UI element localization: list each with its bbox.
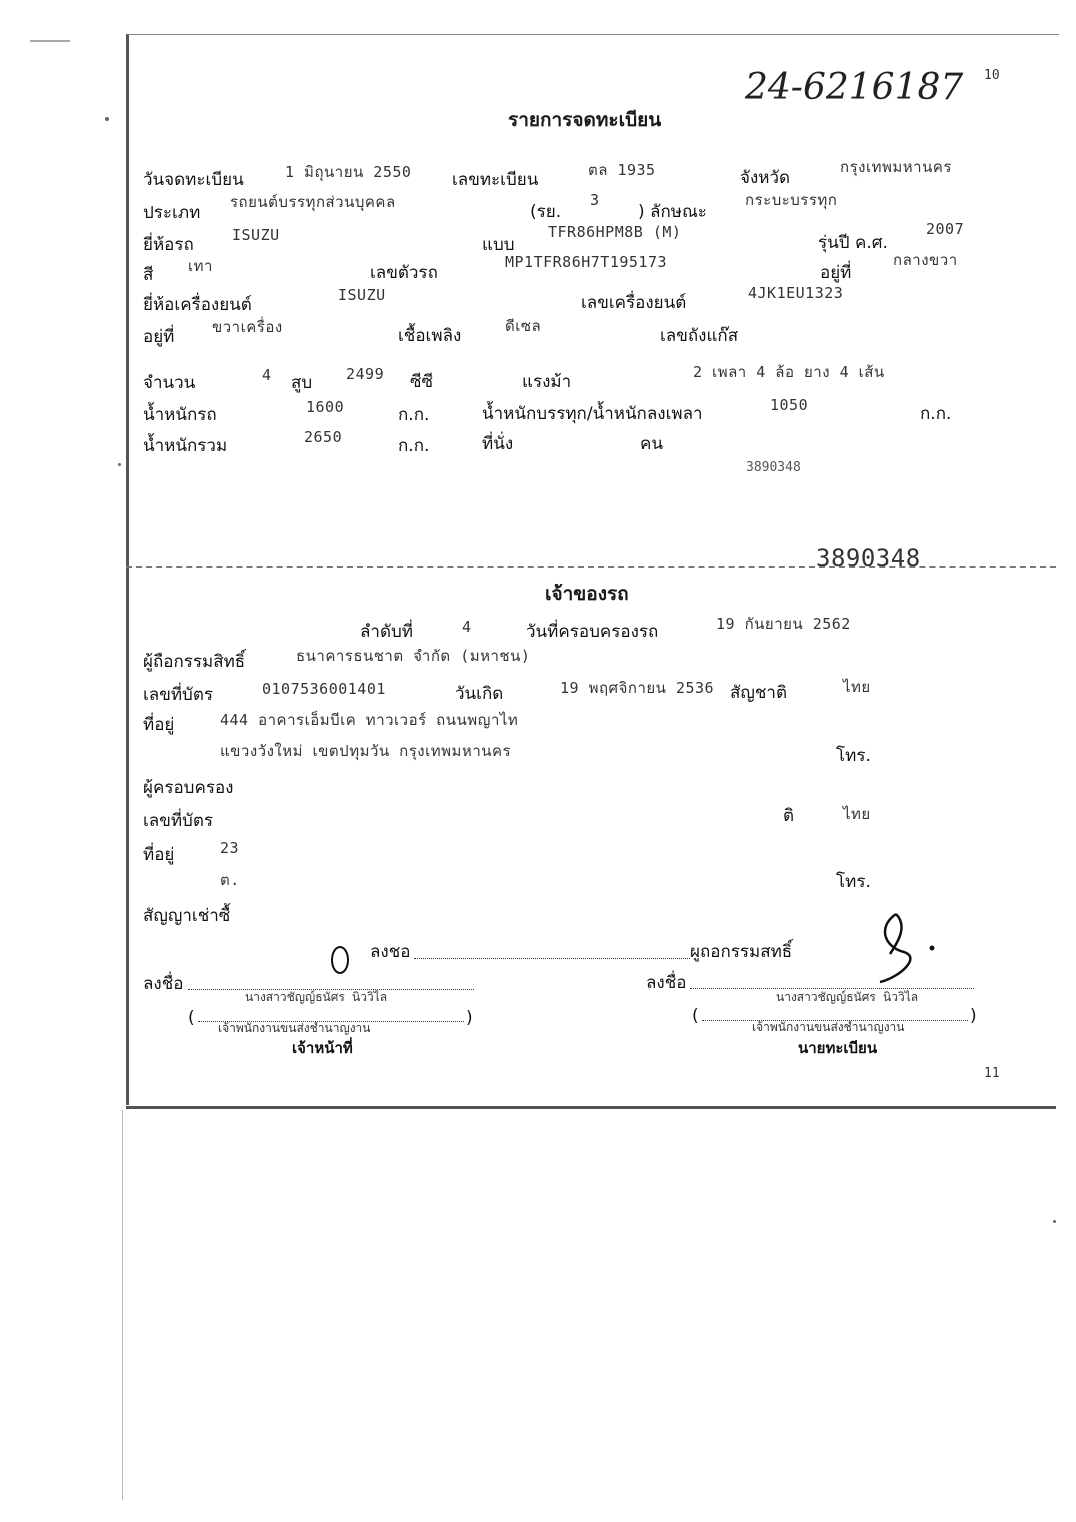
holder-value: ธนาคารธนชาต จำกัด (มหาชน) (296, 647, 531, 665)
engine-brand-value: ISUZU (338, 286, 386, 304)
reg-no-label: เลขทะเบียน (452, 170, 539, 190)
cylinders-label: สูบ (291, 373, 313, 393)
page-number-top: 10 (984, 68, 1000, 83)
registrar-name: นางสาวชัญญ์ธนัศร นิววิไล (776, 990, 919, 1004)
officer-role: เจ้าหน้าที่ (292, 1039, 353, 1057)
style-value: กระบะบรรทุก (745, 191, 838, 209)
province-label: จังหวัด (740, 168, 791, 188)
ry-value: 3 (590, 191, 600, 209)
possession-date-value: 19 กันยายน 2562 (716, 615, 851, 633)
brand-label: ยี่ห้อรถ (143, 235, 194, 255)
count-label: จำนวน (143, 373, 196, 393)
officer-paren-open: ( (188, 1008, 195, 1028)
weight-value: 1600 (306, 398, 345, 416)
owner-title: เจ้าของรถ (545, 583, 629, 605)
address-line1: 444 อาคารเอ็มบีเค ทาวเวอร์ ถนนพญาไท (220, 711, 519, 729)
possessor-tel-label: โทร. (836, 872, 871, 892)
card-bottom-edge (126, 1106, 1056, 1109)
page-left-edge (122, 1110, 123, 1500)
possessor-nationality-value: ไทย (843, 805, 871, 823)
cc-label: ซีซี (410, 372, 434, 392)
owner-role-label: ผูถอกรรมสทธิ์ (690, 942, 793, 962)
load-label: น้ำหนักบรรทุก/น้ำหนักลงเพลา (482, 404, 703, 424)
possessor-nationality-label: ติ (783, 806, 795, 826)
registrar-role: นายทะเบียน (798, 1039, 878, 1057)
officer-paren-close: ) (466, 1008, 473, 1028)
chassis-location-label: อยู่ที่ (820, 263, 852, 283)
address-label: ที่อยู่ (143, 715, 175, 735)
section-separator (126, 566, 1056, 568)
gross-weight-unit: ก.ก. (398, 436, 430, 456)
year-label: รุ่นปี ค.ศ. (818, 233, 888, 253)
engine-location-label: อยู่ที่ (143, 327, 175, 347)
address-line2: แขวงวังใหม่ เขตปทุมวัน กรุงเทพมหานคร (220, 742, 512, 760)
engine-location-value: ขวาเครื่อง (212, 318, 283, 336)
load-value: 1050 (770, 396, 809, 414)
horsepower-label: แรงม้า (522, 372, 572, 392)
fuel-label: เชื้อเพลิง (398, 326, 462, 346)
scan-speck (118, 463, 121, 466)
axle-value: 2 เพลา 4 ล้อ ยาง 4 เส้น (693, 363, 885, 381)
load-unit: ก.ก. (920, 404, 952, 424)
card-number-value: 0107536001401 (262, 680, 386, 698)
registration-title: รายการจดทะเบียน (508, 109, 662, 131)
type-label: ประเภท (143, 203, 201, 223)
year-value: 2007 (926, 220, 965, 238)
stamp-small: 3890348 (746, 460, 801, 475)
cylinders-value: 4 (262, 366, 272, 384)
registrar-sign-label: ลงชื่อ (646, 973, 687, 993)
registrar-paren-close: ) (970, 1006, 977, 1026)
possessor-address-label: ที่อยู่ (143, 845, 175, 865)
scan-speck (1053, 1220, 1056, 1223)
engine-brand-label: ยี่ห้อเครื่องยนต์ (143, 295, 252, 315)
scan-speck (30, 40, 70, 42)
possessor-address-value: 23 (220, 839, 240, 857)
nationality-value: ไทย (843, 678, 871, 696)
engine-no-value: 4JK1EU1323 (748, 284, 844, 302)
possessor-label: ผู้ครอบครอง (143, 778, 234, 798)
chassis-location-value: กลางขวา (893, 251, 958, 269)
gross-weight-value: 2650 (304, 428, 343, 446)
registrar-position: เจ้าพนักงานขนส่งชำนาญงาน (752, 1020, 905, 1034)
officer-sign-label: ลงชื่อ (143, 974, 184, 994)
chassis-label: เลขตัวรถ (370, 263, 438, 283)
birth-date-value: 19 พฤศจิกายน 2536 (560, 679, 715, 697)
sequence-value: 4 (462, 618, 472, 636)
ry-label: (รย. (530, 202, 562, 222)
handwritten-signature (868, 908, 948, 988)
province-value: กรุงเทพมหานคร (840, 158, 952, 176)
officer-position: เจ้าพนักงานขนส่งชำนาญงาน (218, 1021, 371, 1035)
seats-label: ที่นั่ง (482, 434, 514, 454)
birth-date-label: วันเกิด (455, 684, 504, 704)
owner-sign-label: ลงชอ (370, 942, 411, 962)
gross-weight-label: น้ำหนักรวม (143, 436, 228, 456)
fuel-value: ดีเซล (505, 317, 542, 335)
owner-sign-dots (414, 958, 690, 959)
weight-unit: ก.ก. (398, 405, 430, 425)
scan-speck (105, 117, 109, 121)
card-number-label: เลขที่บัตร (143, 685, 214, 705)
gas-tank-label: เลขถังแก๊ส (660, 326, 739, 346)
brand-value: ISUZU (232, 226, 280, 244)
model-value: TFR86HPM8B (M) (548, 223, 682, 241)
reg-date-label: วันจดทะเบียน (143, 170, 244, 190)
owner-signature-mark (325, 940, 355, 978)
reg-date-value: 1 มิถุนายน 2550 (285, 163, 412, 181)
page-number-bottom: 11 (984, 1066, 1000, 1081)
weight-label: น้ำหนักรถ (143, 405, 217, 425)
sequence-label: ลำดับที่ (360, 622, 414, 642)
holder-label: ผู้ถือกรรมสิทธิ์ (143, 652, 246, 672)
cc-value: 2499 (346, 365, 385, 383)
engine-no-label: เลขเครื่องยนต์ (581, 293, 687, 313)
model-label: แบบ (482, 235, 515, 255)
color-value: เทา (188, 257, 213, 275)
chassis-value: MP1TFR86H7T195173 (505, 253, 668, 271)
style-label: ) ลักษณะ (638, 202, 707, 222)
stamp-large: 3890348 (816, 544, 921, 572)
officer-name: นางสาวชัญญ์ธนัศร นิววิไล (245, 990, 388, 1004)
possession-date-label: วันที่ครอบครองรถ (526, 622, 659, 642)
persons-label: คน (640, 434, 663, 454)
lease-label: สัญญาเช่าซื้ (143, 906, 231, 926)
tel-label: โทร. (836, 746, 871, 766)
nationality-label: สัญชาติ (730, 683, 787, 703)
possessor-address-line2: ต. (220, 871, 240, 889)
type-value: รถยนต์บรรทุกส่วนบุคคล (230, 193, 396, 211)
handwritten-number: 24-6216187 (745, 67, 964, 108)
possessor-card-label: เลขที่บัตร (143, 811, 214, 831)
color-label: สี (143, 265, 154, 285)
registrar-paren-open: ( (692, 1006, 699, 1026)
reg-no-value: ตล 1935 (588, 161, 656, 179)
